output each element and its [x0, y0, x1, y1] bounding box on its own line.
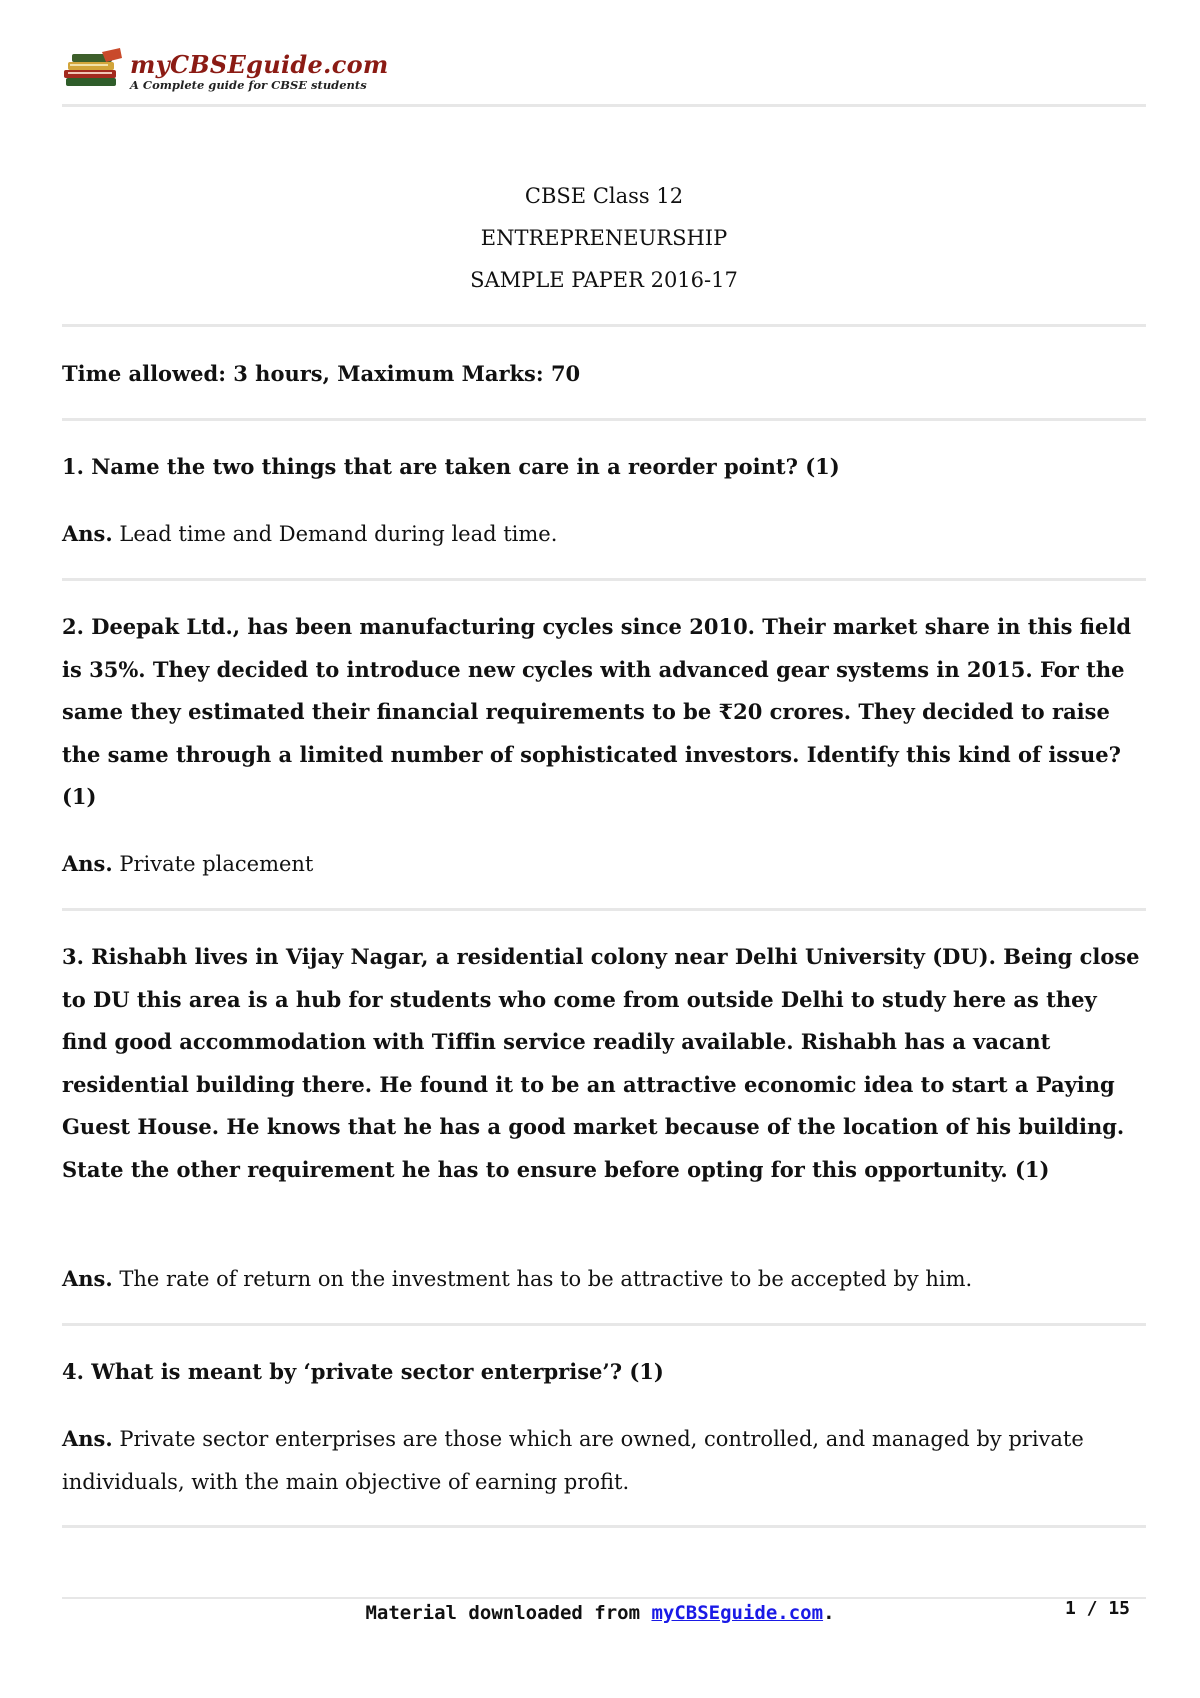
divider [62, 1323, 1146, 1326]
logo-tagline: A Complete guide for CBSE students [130, 78, 367, 92]
page-number: 1 / 15 [1064, 1598, 1130, 1619]
heading-paper: SAMPLE PAPER 2016-17 [470, 268, 738, 292]
footer-prefix: Material downloaded from [365, 1602, 652, 1624]
answer-4 [62, 1418, 1148, 1503]
heading-subject: ENTREPRENEURSHIP [480, 226, 728, 250]
divider [62, 1525, 1146, 1528]
divider [62, 324, 1146, 327]
divider [62, 418, 1146, 421]
question-1: 1. Name the two things that are taken care in a reorder point? (1) [62, 454, 840, 479]
answer-label: Ans. [62, 1266, 113, 1291]
answer-label: Ans. [62, 521, 113, 546]
divider [62, 578, 1146, 581]
answer-label: Ans. [62, 1426, 113, 1451]
question-2: 2. Deepak Ltd., has been manufacturing cycles since 2010. Their market share in this field is 35%. They decided to introduce new cycles with advanced gear systems in 2015. For the same they estimated their financial requirements to be ₹20 crores. They decided to raise the same through a limited number of sophisticated investors. Identify this kind of issue? (1) [62, 614, 1132, 809]
exam-meta: Time allowed: 3 hours, Maximum Marks: 70 [62, 361, 581, 386]
answer-text: Lead time and Demand during lead time. [119, 522, 558, 546]
site-logo[interactable] [62, 44, 392, 100]
answer-1 [62, 513, 1148, 556]
answer-2 [62, 843, 1148, 886]
divider [62, 908, 1146, 911]
answer-label: Ans. [62, 851, 113, 876]
footer-link[interactable]: myCBSEguide.com [651, 1602, 824, 1624]
books-logo-icon [62, 48, 124, 90]
logo-title: myCBSEguide.com [130, 50, 389, 79]
answer-text: Private sector enterprises are those which are owned, controlled, and managed by private individuals, with the main objective of earning profit. [62, 1427, 1084, 1494]
divider [62, 104, 1146, 107]
answer-text: Private placement [119, 852, 314, 876]
footer-note [0, 1602, 1200, 1624]
question-4: 4. What is meant by ‘private sector enterprise’? (1) [62, 1359, 664, 1384]
question-3: 3. Rishabh lives in Vijay Nagar, a residential colony near Delhi University (DU). Being close to DU this area is a hub for students who come from outside Delhi to study here as they find good accommodation with Tiffin service readily available. Rishabh has a vacant residential building there. He found it to be an attractive economic idea to start a Paying Guest House. He knows that he has a good market because of the location of his building. State the other requirement he has to ensure before opting for this opportunity. (1) [62, 944, 1140, 1182]
answer-3 [62, 1258, 1148, 1301]
footer-divider [62, 1597, 1146, 1599]
answer-text: The rate of return on the investment has to be attractive to be accepted by him. [119, 1267, 973, 1291]
heading-class: CBSE Class 12 [524, 184, 684, 208]
footer-suffix: . [823, 1602, 835, 1624]
